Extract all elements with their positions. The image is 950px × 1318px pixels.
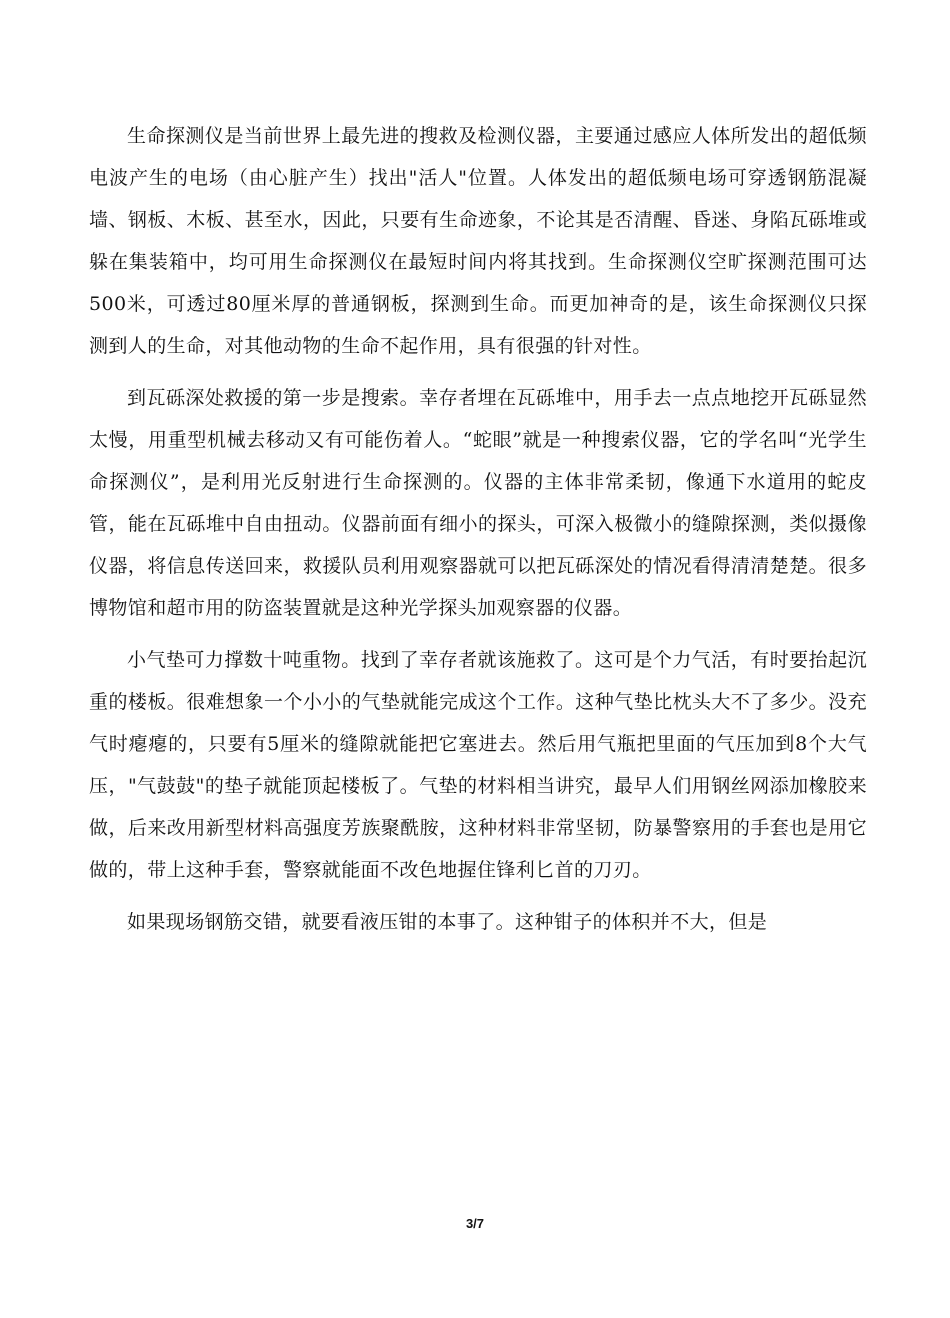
paragraph-hydraulic-pliers: 如果现场钢筋交错，就要看液压钳的本事了。这种钳子的体积并不大，但是	[127, 911, 768, 933]
paragraph-life-detector: 生命探测仪是当前世界上最先进的搜救及检测仪器，主要通过感应人体所发出的超低频电波产生的电场（由心脏产生）找出"活人"位置。人体发出的超低频电场可穿透钢筋混凝墙、钢板、木板、甚至水，因此，只要有生命迹象，不论其是否清醒、昏迷、身陷瓦砾堆或躲在集装箱中，均可用生命探测仪在最短时间内将其找到。生命探测仪空旷探测范围可达500米，可透过80厘米厚的普通钢板，探测到生命。而更加神奇的是，该生命探测仪只探测到人的生命，对其他动物的生命不起作用，具有很强的针对性。	[89, 125, 867, 357]
page-number: 3/7	[465, 1216, 485, 1231]
paragraph-air-cushion: 小气垫可力撑数十吨重物。找到了幸存者就该施救了。这可是个力气活，有时要抬起沉重的楼板。很难想象一个小小的气垫就能完成这个工作。这种气垫比枕头大不了多少。没充气时瘪瘪的，只要有5厘米的缝隙就能把它塞进去。然后用气瓶把里面的气压加到8个大气压，"气鼓鼓"的垫子就能顶起楼板了。气垫的材料相当讲究，最早人们用钢丝网添加橡胶来做，后来改用新型材料高强度芳族聚酰胺，这种材料非常坚韧，防暴警察用的手套也是用它做的，带上这种手套，警察就能面不改色地握住锋利匕首的刀刃。	[89, 649, 867, 881]
document-body	[89, 115, 867, 953]
paragraph-snake-eye: 到瓦砾深处救援的第一步是搜索。幸存者埋在瓦砾堆中，用手去一点点地挖开瓦砾显然太慢，用重型机械去移动又有可能伤着人。“蛇眼”就是一种搜索仪器，它的学名叫“光学生命探测仪”，是利用光反射进行生命探测的。仪器的主体非常柔韧，像通下水道用的蛇皮管，能在瓦砾堆中自由扭动。仪器前面有细小的探头，可深入极微小的缝隙探测，类似摄像仪器，将信息传送回来，救援队员利用观察器就可以把瓦砾深处的情况看得清清楚楚。很多博物馆和超市用的防盗装置就是这种光学探头加观察器的仪器。	[89, 387, 867, 619]
